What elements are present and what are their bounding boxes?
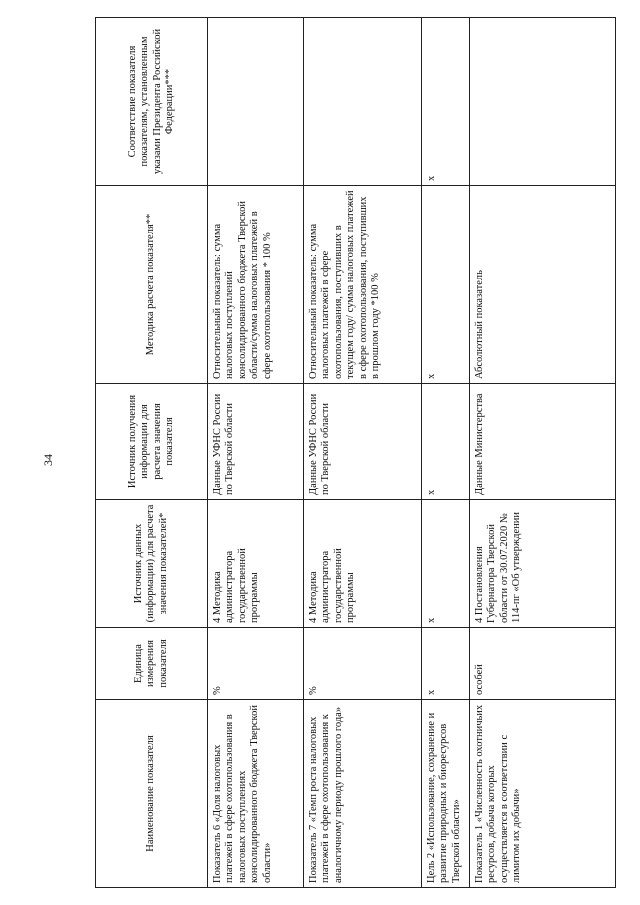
- header-method: Методика расчета показателя**: [96, 186, 208, 384]
- table-row: [422, 18, 470, 888]
- table-row: [208, 18, 304, 888]
- cell-info-source: Данные УФНС России по Тверской области: [304, 384, 422, 500]
- page-number: 34: [41, 454, 55, 466]
- cell-info-source: Данные УФНС России по Тверской области: [208, 384, 304, 500]
- cell-indicator-name: Показатель 1 «Численность охотничьих ресурсов, добыча которых осуществляется в соответствии с лимитом их добычи»: [470, 700, 616, 888]
- cell-unit: x: [422, 628, 470, 700]
- cell-data-source: 4 Методика администратора государственной программы: [304, 500, 422, 628]
- header-unit: Единица измерения показателя: [96, 628, 208, 700]
- cell-data-source: 4 Методика администратора государственной программы: [208, 500, 304, 628]
- table-row: [304, 18, 422, 888]
- header-data-source: Источник данных (информации) для расчета значения показателей*: [96, 500, 208, 628]
- cell-compliance: [304, 18, 422, 186]
- cell-unit: %: [304, 628, 422, 700]
- header-info-source: Источник получения информации для расчета значения показателя: [96, 384, 208, 500]
- cell-indicator-name: Показатель 7 «Темп роста налоговых платежей в сфере охотопользования к аналогичному периоду прошлого года»: [304, 700, 422, 888]
- cell-method: Относительный показатель: сумма налоговых поступлений консолидированного бюджета Тверской области/сумма налоговых платежей в сфере охотопользования * 100 %: [208, 186, 304, 384]
- cell-info-source: x: [422, 384, 470, 500]
- cell-compliance: [208, 18, 304, 186]
- cell-compliance: x: [422, 18, 470, 186]
- cell-info-source: Данные Министерства: [470, 384, 616, 500]
- header-indicator-name: Наименование показателя: [96, 700, 208, 888]
- cell-indicator-name: Показатель 6 «Доля налоговых платежей в сфере охотопользования в налоговых поступлениях консолидированного бюджета Тверской области»: [208, 700, 304, 888]
- cell-compliance: [470, 18, 616, 186]
- cell-indicator-name: Цель 2 «Использование, сохранение и развитие природных и биоресурсов Тверской области»: [422, 700, 470, 888]
- cell-unit: особей: [470, 628, 616, 700]
- cell-data-source: x: [422, 500, 470, 628]
- header-compliance: Соответствие показателя показателям, установленным указами Президента Российской Федерации***: [96, 18, 208, 186]
- rotated-table-wrapper: [95, 18, 615, 888]
- cell-method: x: [422, 186, 470, 384]
- cell-method: Относительный показатель: сумма налоговых платежей в сфере охотопользования, поступивших в текущем году/ сумма налоговых платежей в сфере охотопользования, поступивших в прошлом году *100 %: [304, 186, 422, 384]
- indicators-table: [95, 17, 616, 888]
- cell-unit: %: [208, 628, 304, 700]
- cell-data-source: 4 Постановления Губернатора Тверской области от 30.07.2020 № 114-пг «Об утверждении: [470, 500, 616, 628]
- cell-method: Абсолютный показатель: [470, 186, 616, 384]
- table-row: [470, 18, 616, 888]
- table-header-row: [96, 18, 208, 888]
